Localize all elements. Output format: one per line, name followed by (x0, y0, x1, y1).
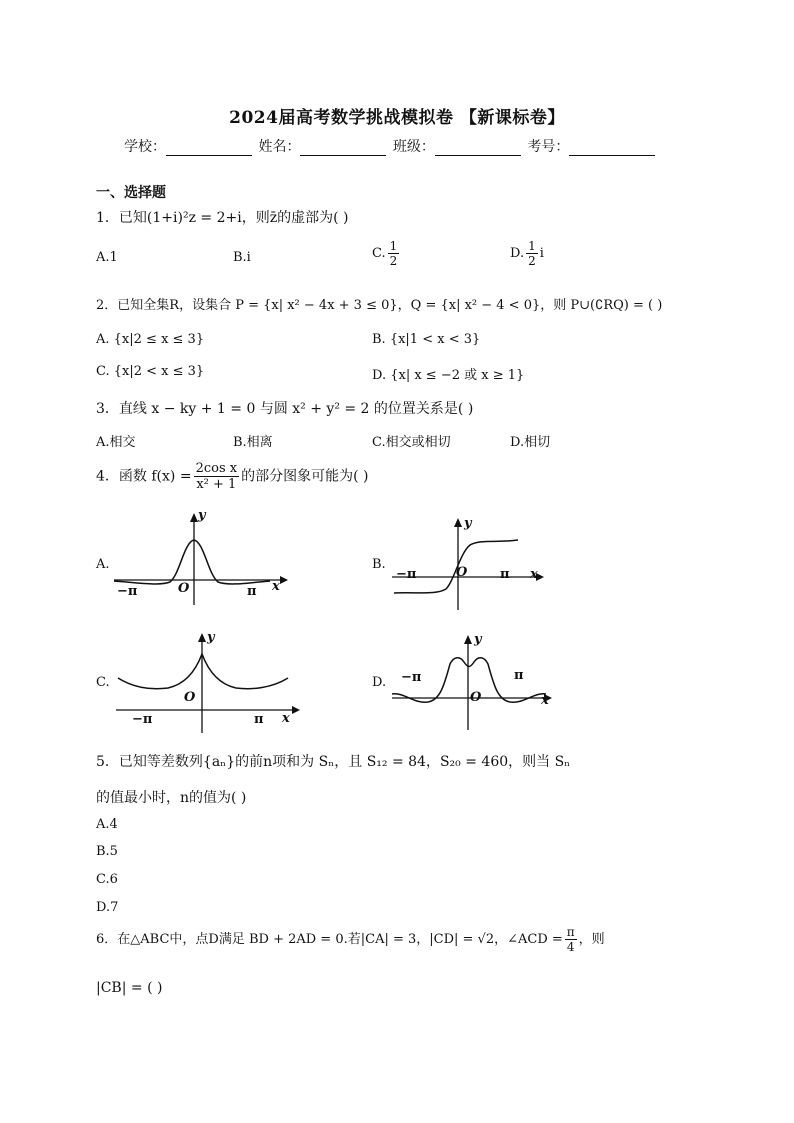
denominator: x² + 1 (196, 477, 237, 492)
origin-label: O (470, 690, 482, 705)
q5-option-d[interactable]: D.7 (96, 900, 119, 915)
q4-option-a[interactable]: A. (96, 557, 110, 572)
numerator: 2cos x (195, 461, 238, 476)
school-blank[interactable] (166, 141, 252, 156)
neg-pi-label: −π (396, 567, 417, 582)
q1-option-b[interactable]: B.i (233, 250, 251, 265)
q5-option-c[interactable]: C.6 (96, 872, 118, 887)
question-number: 5． (96, 754, 119, 770)
question-6 (96, 926, 605, 953)
denominator: 2 (528, 254, 536, 268)
x-label: x (282, 711, 290, 726)
denominator: 2 (389, 254, 398, 268)
q3-option-a[interactable]: A.相交 (96, 435, 136, 450)
q1-option-c[interactable] (372, 240, 401, 267)
y-label: y (198, 508, 206, 523)
question-2 (96, 294, 662, 313)
question-number: 6． (96, 932, 118, 947)
q2-option-d[interactable]: D. {x| x ≤ −2 或 x ≥ 1} (372, 368, 525, 383)
q2-option-c[interactable]: C. {x|2 < x ≤ 3} (96, 364, 205, 379)
origin-label: O (456, 565, 468, 580)
q1-option-a[interactable]: A.1 (96, 250, 118, 265)
exam-number-label: 考号： (527, 139, 570, 155)
section-heading: 一、选择题 (96, 185, 166, 201)
q4-option-c[interactable]: C. (96, 675, 110, 690)
y-arrow-icon (454, 518, 462, 527)
x-arrow-icon (292, 706, 300, 714)
pi-label: π (500, 567, 510, 582)
question-text-before: 在△ABC中，点D满足 BD + 2AD = 0.若|CA| = 3，|CD| = √2，∠ACD = (117, 932, 563, 947)
question-text-after: ，则 (578, 932, 605, 947)
q5-option-b[interactable]: B.5 (96, 844, 118, 859)
y-label: y (464, 516, 472, 531)
option-suffix: i (539, 246, 544, 261)
pi-label: π (254, 712, 264, 727)
neg-pi-label: −π (401, 670, 422, 685)
curve (118, 654, 288, 689)
pi-label: π (247, 584, 257, 599)
x-label: x (272, 579, 280, 594)
numerator: 1 (528, 239, 536, 253)
neg-pi-label: −π (132, 712, 153, 727)
question-number: 3． (96, 401, 119, 417)
denominator: 4 (566, 940, 575, 954)
q4-option-b[interactable]: B. (372, 557, 386, 572)
question-4 (96, 462, 368, 491)
y-label: y (207, 630, 215, 645)
x-label: x (541, 693, 549, 708)
x-arrow-icon (280, 576, 288, 584)
option-prefix: D. (510, 246, 525, 261)
q2-option-a[interactable]: A. {x|2 ≤ x ≤ 3} (96, 332, 205, 347)
curve (114, 540, 270, 584)
x-label: x (530, 567, 538, 582)
name-blank[interactable] (300, 141, 386, 156)
q3-option-d[interactable]: D.相切 (510, 435, 551, 450)
question-3 (96, 398, 473, 418)
numerator: π (566, 925, 575, 939)
page-title: 2024届高考数学挑战模拟卷 【新课标卷】 (229, 108, 565, 128)
question-text-before: 函数 f(x) = (118, 468, 192, 485)
fraction (565, 926, 577, 953)
option-prefix: C. (372, 246, 386, 261)
fraction (194, 462, 240, 491)
pi-label: π (514, 668, 524, 683)
exam-number-blank[interactable] (569, 141, 655, 156)
question-text: 直线 x − ky + 1 = 0 与圆 x² + y² = 2 的位置关系是( ) (118, 401, 474, 417)
q1-option-d[interactable] (510, 240, 544, 267)
question-number: 1． (96, 210, 119, 226)
school-label: 学校： (124, 139, 166, 155)
question-6-continued: |CB| = ( ) (96, 980, 163, 996)
question-5-continued: 的值最小时，n的值为( ) (96, 790, 247, 806)
numerator: 1 (389, 239, 398, 253)
question-number: 4． (96, 468, 119, 485)
question-1 (96, 207, 348, 227)
question-number: 2． (96, 298, 118, 313)
origin-label: O (184, 690, 196, 705)
q5-option-a[interactable]: A.4 (96, 817, 118, 832)
fraction (526, 240, 538, 267)
fraction (388, 240, 400, 267)
class-label: 班级： (392, 139, 435, 155)
y-label: y (474, 632, 482, 647)
neg-pi-label: −π (117, 584, 138, 599)
question-text: 已知(1+i)²z = 2+i，则z̄的虚部为( ) (118, 210, 349, 226)
y-arrow-icon (198, 633, 206, 642)
q2-option-b[interactable]: B. {x|1 < x < 3} (372, 332, 481, 347)
class-blank[interactable] (435, 141, 521, 156)
y-arrow-icon (190, 513, 198, 522)
q3-option-b[interactable]: B.相离 (233, 435, 273, 450)
name-label: 姓名： (258, 139, 301, 155)
y-arrow-icon (464, 635, 472, 644)
question-text: 已知等差数列{aₙ}的前n项和为 Sₙ，且 S₁₂ = 84，S₂₀ = 460，则当 Sₙ (118, 754, 571, 770)
question-5 (96, 751, 570, 771)
q4-option-d[interactable]: D. (372, 675, 387, 690)
question-text: 已知全集R，设集合 P = {x| x² − 4x + 3 ≤ 0}，Q = {x| x² − 4 < 0}，则 P∪(∁RQ) = ( ) (117, 298, 663, 313)
q3-option-c[interactable]: C.相交或相切 (372, 435, 451, 450)
question-text-after: 的部分图象可能为( ) (241, 468, 369, 485)
student-info-row (124, 136, 657, 156)
origin-label: O (178, 581, 190, 596)
